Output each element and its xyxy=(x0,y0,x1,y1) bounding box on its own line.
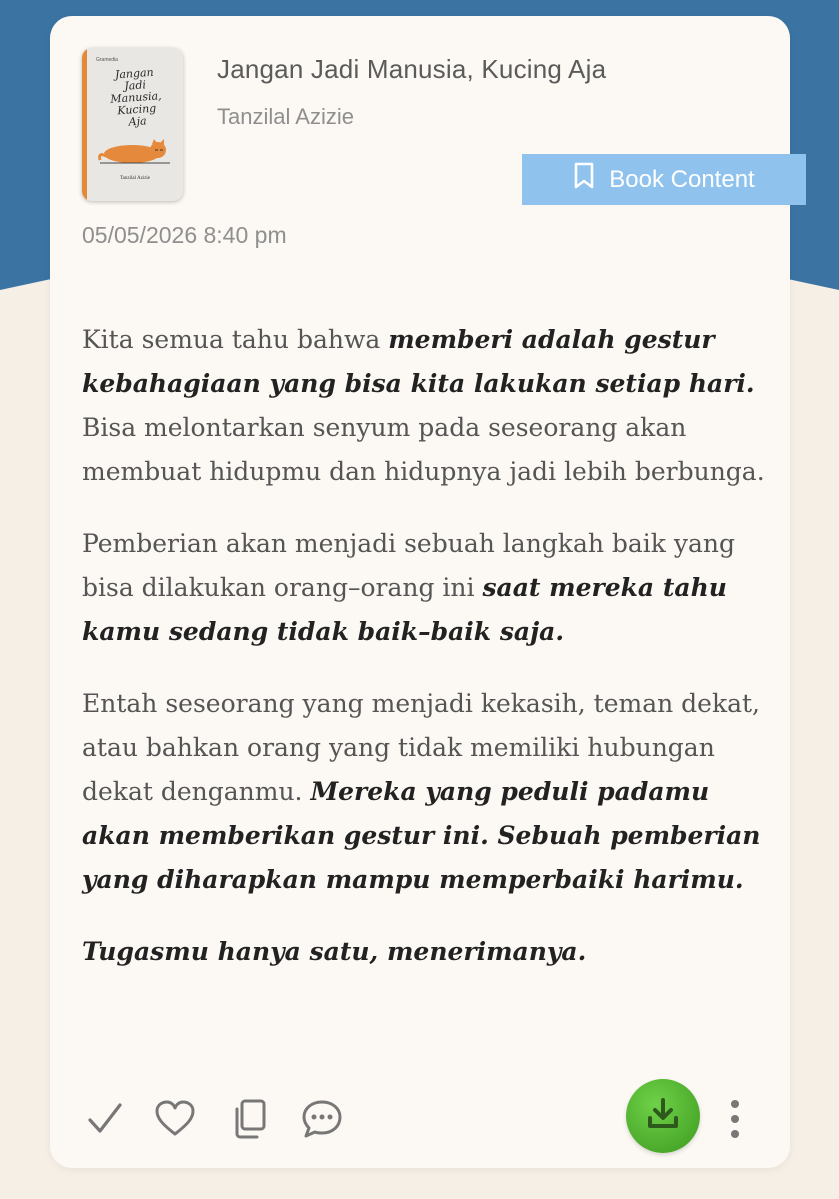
book-content-button[interactable] xyxy=(522,154,806,205)
cover-title-line: Jangan xyxy=(114,65,155,82)
quote-text xyxy=(82,318,772,1002)
comment-icon[interactable] xyxy=(299,1096,345,1142)
cover-title-line: Kucing xyxy=(116,101,157,118)
check-icon[interactable] xyxy=(82,1096,128,1142)
book-title[interactable]: Jangan Jadi Manusia, Kucing Aja xyxy=(217,54,607,84)
cover-title-line: Jadi xyxy=(123,78,147,93)
book-content-label: Book Content xyxy=(609,165,755,193)
quote-paragraph xyxy=(82,682,772,902)
quote-text-span: Bisa melontarkan senyum pada seseorang akan membuat hidupmu dan hidupnya jadi lebih berbunga. xyxy=(82,413,765,486)
quote-paragraph xyxy=(82,930,772,974)
quote-text-span: Kita semua tahu bahwa xyxy=(82,325,389,354)
cat-illustration xyxy=(94,136,174,166)
cover-spine xyxy=(82,48,87,201)
quote-emphasis: Mereka yang peduli padamu akan memberikan gestur ini. Sebuah pemberian yang diharapkan mampu memperbaiki harimu. xyxy=(82,777,761,894)
bookmark-icon xyxy=(573,162,595,197)
cover-title-line: Manusia, xyxy=(109,89,162,106)
quote-paragraph xyxy=(82,522,772,654)
download-icon xyxy=(645,1096,681,1137)
cover-title-line: Aja xyxy=(128,114,148,129)
quote-emphasis: Tugasmu hanya satu, menerimanya. xyxy=(82,937,587,966)
quote-emphasis: saat mereka tahu kamu sedang tidak baik–baik saja. xyxy=(82,573,727,646)
cover-title xyxy=(92,65,180,131)
timestamp: 05/05/2026 8:40 pm xyxy=(82,222,287,248)
quote-paragraph xyxy=(82,318,772,494)
download-button[interactable] xyxy=(626,1079,700,1153)
quote-text-span: Pemberian akan menjadi sebuah langkah baik yang bisa dilakukan orang–orang ini xyxy=(82,529,736,602)
heart-icon[interactable] xyxy=(152,1096,198,1142)
quote-card xyxy=(50,16,790,1168)
cover-author: Tanzilal Azizie xyxy=(119,176,151,181)
cover-publisher: Gramedia xyxy=(96,57,118,63)
book-author[interactable]: Tanzilal Azizie xyxy=(217,104,354,129)
book-cover[interactable] xyxy=(82,48,183,201)
quote-emphasis: memberi adalah gestur kebahagiaan yang bisa kita lakukan setiap hari. xyxy=(82,325,755,398)
more-vertical-icon[interactable] xyxy=(720,1096,750,1142)
copy-icon[interactable] xyxy=(227,1096,273,1142)
quote-text-span: Entah seseorang yang menjadi kekasih, teman dekat, atau bahkan orang yang tidak memiliki hubungan dekat denganmu. xyxy=(82,689,761,806)
